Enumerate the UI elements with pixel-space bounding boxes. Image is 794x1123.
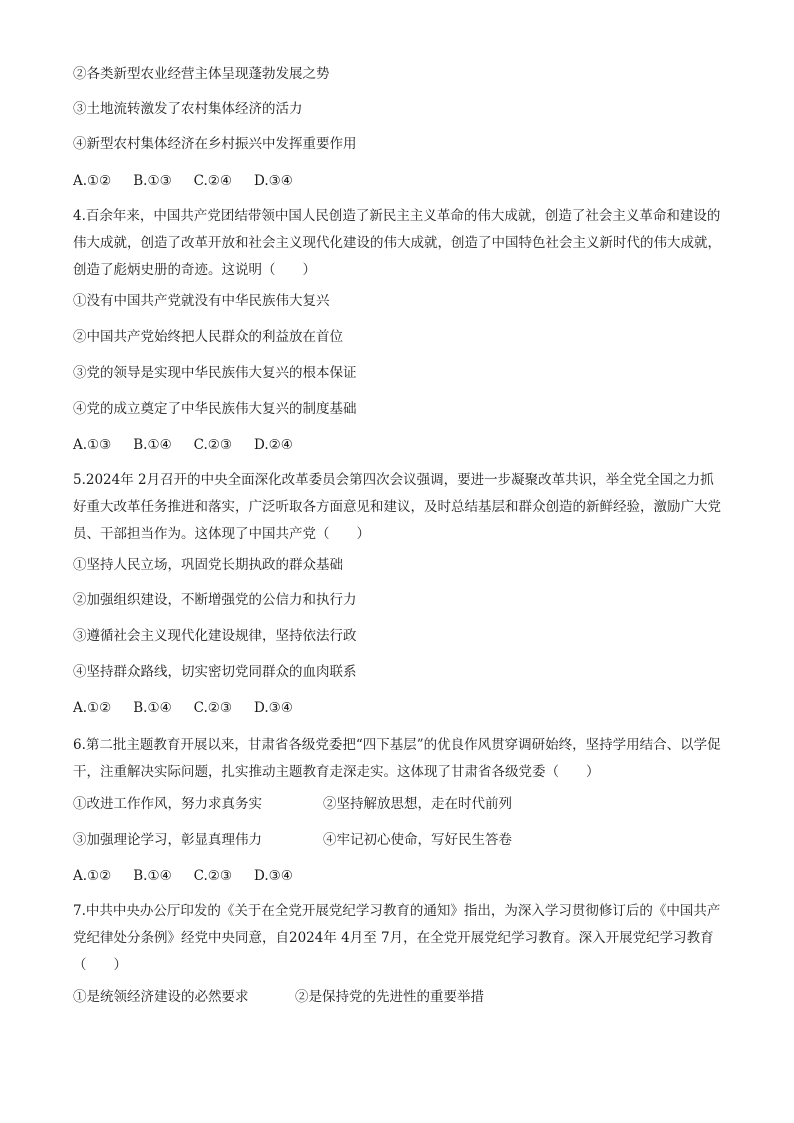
- q6-option-b[interactable]: B.①④: [133, 868, 172, 884]
- q5-statement-2: ②加强组织建设，不断增强党的公信力和执行力: [73, 592, 357, 608]
- q6-statement-1: ①改进工作作风，努力求真务实: [73, 796, 262, 812]
- q4-option-c[interactable]: C.②③: [193, 437, 233, 453]
- q3-option-d[interactable]: D.③④: [254, 173, 293, 189]
- q4-option-b[interactable]: B.①④: [133, 437, 172, 453]
- q6-options: [73, 867, 293, 885]
- q6-statement-4: ④牢记初心使命，写好民生答卷: [323, 832, 512, 848]
- q4-stem: 4.百余年来，中国共产党团结带领中国人民创造了新民主主义革命的伟大成就，创造了社会主义革命和建设的伟大成就，创造了改革开放和社会主义现代化建设的伟大成就，创造了中国特色社会主义新时代的伟大成就，创造了彪炳史册的奇迹。这说明（ ）: [73, 208, 721, 278]
- q6-option-d[interactable]: D.③④: [254, 868, 293, 884]
- q5-statement-1: ①坚持人民立场，巩固党长期执政的群众基础: [73, 557, 343, 573]
- q3-option-a[interactable]: A.①②: [73, 173, 112, 189]
- q6-statement-2: ②坚持解放思想，走在时代前列: [323, 796, 512, 812]
- q6-option-c[interactable]: C.②③: [193, 868, 233, 884]
- q4-statement-2: ②中国共产党始终把人民群众的利益放在首位: [73, 329, 343, 345]
- q3-statement-2: ②各类新型农业经营主体呈现蓬勃发展之势: [73, 66, 330, 82]
- q7-statement-1: ①是统领经济建设的必然要求: [73, 989, 249, 1005]
- q5-option-c[interactable]: C.②③: [193, 700, 233, 716]
- q6-statement-3: ③加强理论学习，彰显真理伟力: [73, 832, 262, 848]
- q4-option-d[interactable]: D.②④: [254, 437, 293, 453]
- q5-option-b[interactable]: B.①④: [133, 700, 172, 716]
- q6-stem: 6.第二批主题教育开展以来，甘肃省各级党委把“四下基层”的优良作风贯穿调研始终，坚持学用结合、以学促干，注重解决实际问题，扎实推动主题教育走深走实。这体现了甘肃省各级党委（ ）: [73, 737, 721, 780]
- q6-option-a[interactable]: A.①②: [73, 868, 112, 884]
- q4-statement-4: ④党的成立奠定了中华民族伟大复兴的制度基础: [73, 401, 357, 417]
- q7-stem: 7.中共中央办公厅印发的《关于在全党开展党纪学习教育的通知》指出，为深入学习贯彻修订后的《中国共产党纪律处分条例》经党中央同意，自2024年 4月至 7月，在全党开展党纪学习教育。深入开展党纪学习教育（ ）: [73, 903, 721, 973]
- q7-statements-row-1: [73, 988, 484, 1006]
- q5-option-d[interactable]: D.③④: [254, 700, 293, 716]
- q3-statement-3: ③土地流转激发了农村集体经济的活力: [73, 101, 303, 117]
- q5-statement-3: ③遵循社会主义现代化建设规律，坚持依法行政: [73, 628, 357, 644]
- q6-statements-row-1: [73, 795, 512, 813]
- q4-options: [73, 436, 293, 454]
- q5-option-a[interactable]: A.①②: [73, 700, 112, 716]
- q5-options: [73, 699, 293, 717]
- q5-statement-4: ④坚持群众路线，切实密切党同群众的血肉联系: [73, 664, 357, 680]
- q4-statement-3: ③党的领导是实现中华民族伟大复兴的根本保证: [73, 365, 357, 381]
- q7-statement-2: ②是保持党的先进性的重要举措: [295, 989, 484, 1005]
- q3-option-c[interactable]: C.②④: [193, 173, 233, 189]
- q3-statement-4: ④新型农村集体经济在乡村振兴中发挥重要作用: [73, 136, 357, 152]
- q4-statement-1: ①没有中国共产党就没有中华民族伟大复兴: [73, 293, 330, 309]
- q5-stem: 5.2024年 2月召开的中央全面深化改革委员会第四次会议强调，要进一步凝聚改革共识，举全党全国之力抓好重大改革任务推进和落实，广泛听取各方面意见和建议，及时总结基层和群众创造的新鲜经验，激励广大党员、干部担当作为。这体现了中国共产党（ ）: [73, 472, 721, 542]
- q6-statements-row-2: [73, 831, 512, 849]
- q3-option-b[interactable]: B.①③: [133, 173, 172, 189]
- q3-options: [73, 172, 293, 190]
- q4-option-a[interactable]: A.①③: [73, 437, 112, 453]
